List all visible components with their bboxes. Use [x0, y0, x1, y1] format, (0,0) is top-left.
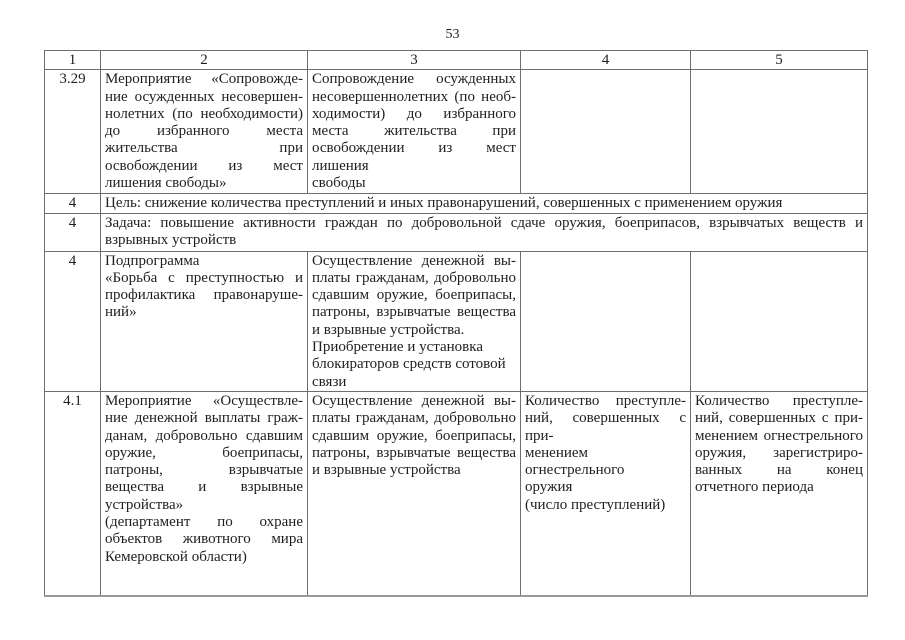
subprogram-row [45, 251, 868, 391]
indicator-detail-cell [691, 70, 868, 194]
column-header-3: 3 [308, 51, 521, 70]
goal-text-cell: Цель: снижение количества преступлений и иных правонарушений, совершенных с применением оружия [101, 194, 868, 213]
task-row [45, 213, 868, 251]
row-number-cell: 3.29 [45, 70, 101, 194]
indicator-detail-cell: Количество преступле- ний, совершенных с при- менением огнестрельного оружия, зарегистриро- ванных на конец отчетного периода [691, 391, 868, 596]
subprogram-name-cell: Подпрограмма «Борьба с преступностью и профилактика правонаруше- ний» [101, 251, 308, 391]
column-header-4: 4 [521, 51, 691, 70]
table-row-measure-4-1 [45, 391, 868, 596]
row-number-cell: 4.1 [45, 391, 101, 596]
page-number: 53 [445, 27, 460, 42]
activity-description-cell: Осуществление денежной вы- платы гражданам, добровольно сдавшим оружие, боеприпасы, патроны, взрывчатые вещества и взрывные устройства. Приобретение и установка блокираторов средств сотовой связи [308, 251, 521, 391]
task-text-cell: Задача: повышение активности граждан по добровольной сдаче оружия, боеприпасов, взрывчатых веществ и взрывных устройств [101, 213, 868, 251]
measure-name-cell: Мероприятие «Осуществле- ние денежной выплаты граж- данам, добровольно сдавшим оружие, боеприпасы, патроны, взрывчатые вещества и взрывные устройства» (департамент по охране объектов животного мира Кемеровской области) [101, 391, 308, 596]
row-number-cell: 4 [45, 213, 101, 251]
row-number-cell: 4 [45, 251, 101, 391]
indicator-cell: Количество преступле- ний, совершенных с при- менением огнестрельного оружия (число преступлений) [521, 391, 691, 596]
measure-name-cell: Мероприятие «Сопровожде- ние осужденных несовершен- нолетних (по необходимости) до избранного места жительства при освобождении из мест лишения свободы» [101, 70, 308, 194]
indicator-cell [521, 251, 691, 391]
column-header-2: 2 [101, 51, 308, 70]
row-number-cell: 4 [45, 194, 101, 213]
indicator-cell [521, 70, 691, 194]
goal-row [45, 194, 868, 213]
table-row-measure-3-29 [45, 70, 868, 194]
column-header-1: 1 [45, 51, 101, 70]
activity-description-cell: Осуществление денежной вы- платы гражданам, добровольно сдавшим оружие, боеприпасы, патроны, взрывчатые вещества и взрывные устройства [308, 391, 521, 596]
program-measures-table [44, 50, 868, 597]
header-row [45, 51, 868, 70]
column-header-5: 5 [691, 51, 868, 70]
indicator-detail-cell [691, 251, 868, 391]
activity-description-cell: Сопровождение осужденных несовершеннолетних (по необ- ходимости) до избранного места жительства при освобождении из мест лишения свободы [308, 70, 521, 194]
